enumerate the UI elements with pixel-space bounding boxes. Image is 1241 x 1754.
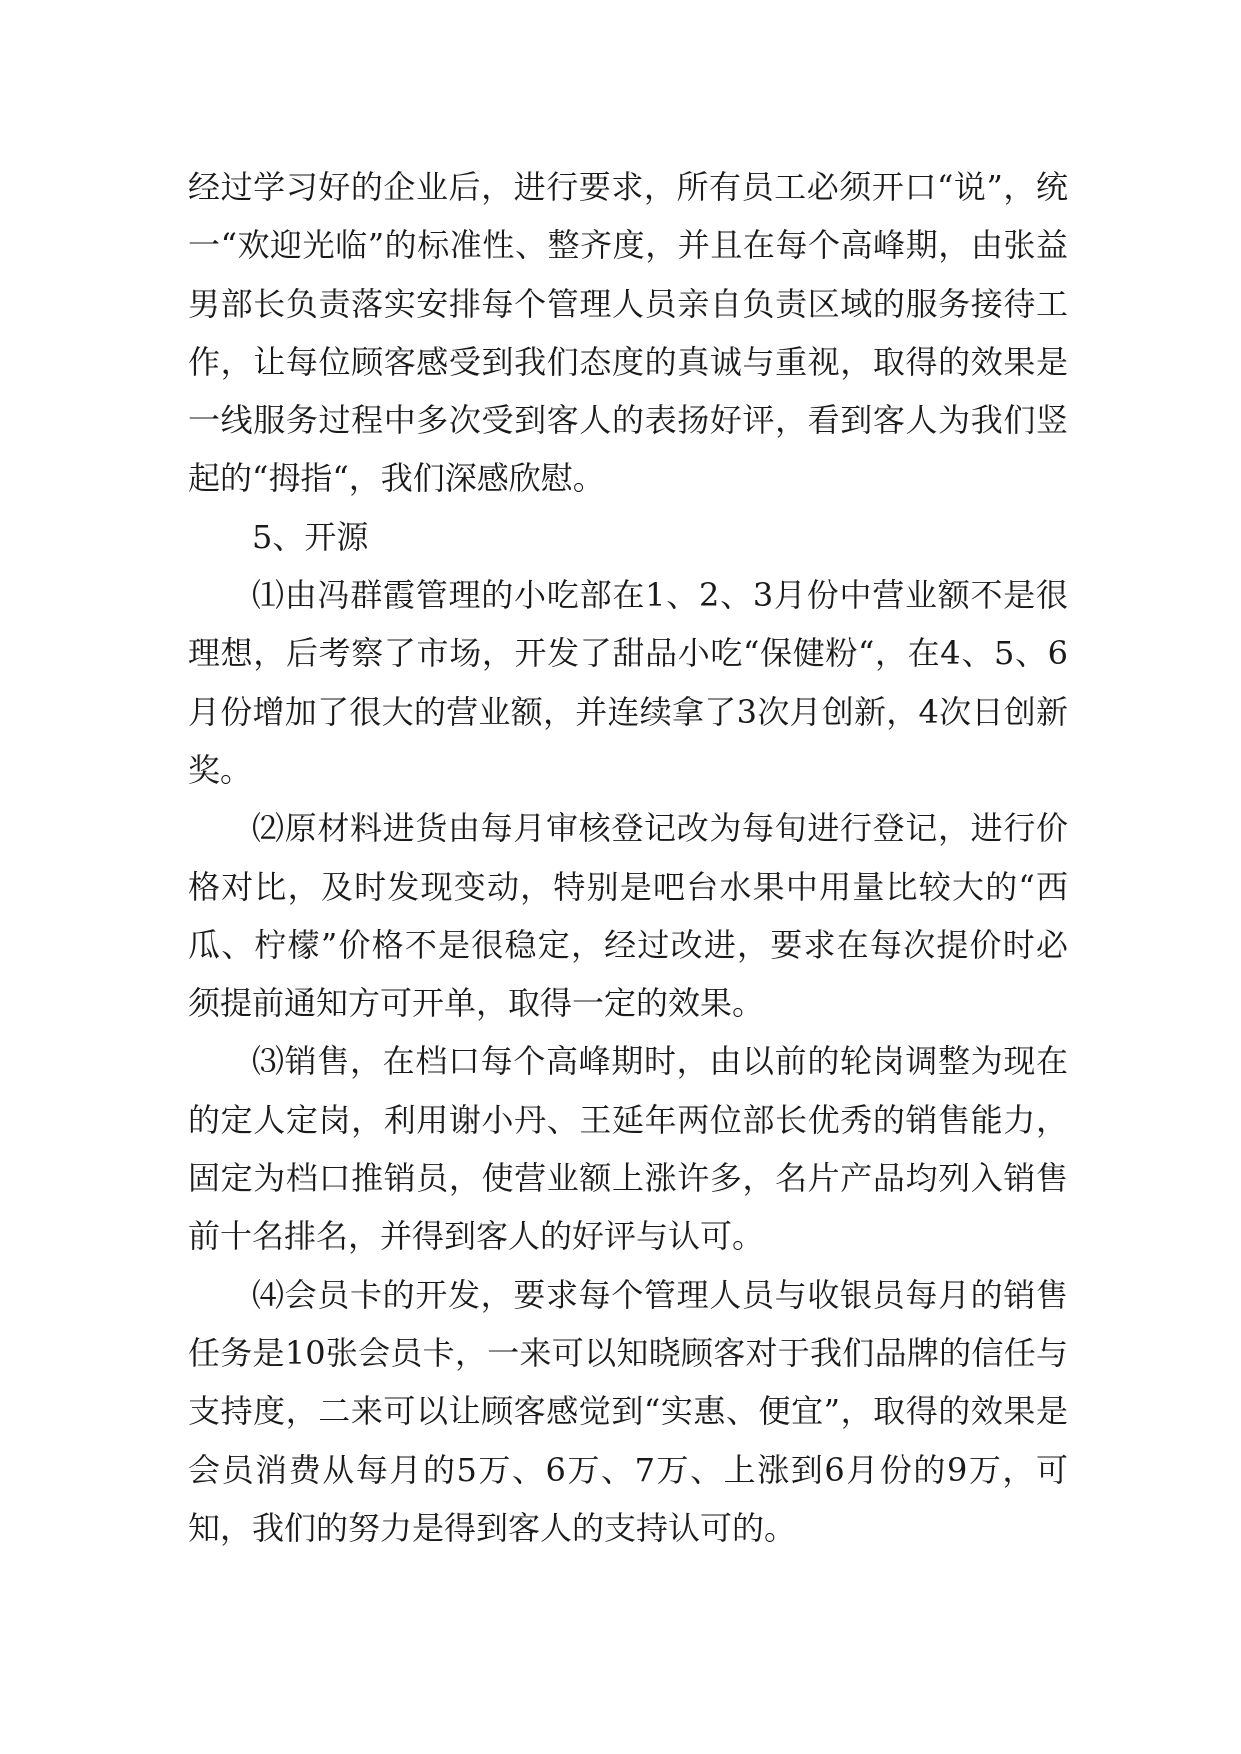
- paragraph-raw-material-purchasing: ⑵原材料进货由每月审核登记改为每旬进行登记，进行价格对比，及时发现变动，特别是吧台水果中用量比较大的“西瓜、柠檬”价格不是很稳定，经过改进，要求在每次提价时必须提前通知方可开单，取得一定的效果。: [188, 809, 1068, 1023]
- paragraph-membership-card: ⑷会员卡的开发，要求每个管理人员与收银员每月的销售任务是10张会员卡，一来可以知晓顾客对于我们品牌的信任与支持度，二来可以让顾客感觉到“实惠、便宜”，取得的效果是会员消费从每月的5万、6万、7万、上涨到6月份的9万，可知，我们的努力是得到客人的支持认可的。: [188, 1275, 1068, 1547]
- paragraph-snack-department: ⑴由冯群霞管理的小吃部在1、2、3月份中营业额不是很理想，后考察了市场，开发了甜品小吃“保健粉“，在4、5、6月份增加了很大的营业额，并连续拿了3次月创新，4次日创新奖。: [188, 576, 1068, 789]
- document-body: [188, 158, 1068, 1557]
- paragraph-service-reception: 经过学习好的企业后，进行要求，所有员工必须开口“说”，统一“欢迎光临”的标准性、整齐度，并且在每个高峰期，由张益男部长负责落实安排每个管理人员亲自负责区域的服务接待工作，让每位顾客感受到我们态度的真诚与重视，取得的效果是一线服务过程中多次受到客人的表扬好评，看到客人为我们竖起的“拇指“，我们深感欣慰。: [188, 168, 1068, 498]
- paragraph-sales: ⑶销售，在档口每个高峰期时，由以前的轮岗调整为现在的定人定岗，利用谢小丹、王延年两位部长优秀的销售能力，固定为档口推销员，使营业额上涨许多，名片产品均列入销售前十名排名，并得到客人的好评与认可。: [188, 1042, 1068, 1256]
- section-heading-open-source: 5、开源: [252, 517, 369, 556]
